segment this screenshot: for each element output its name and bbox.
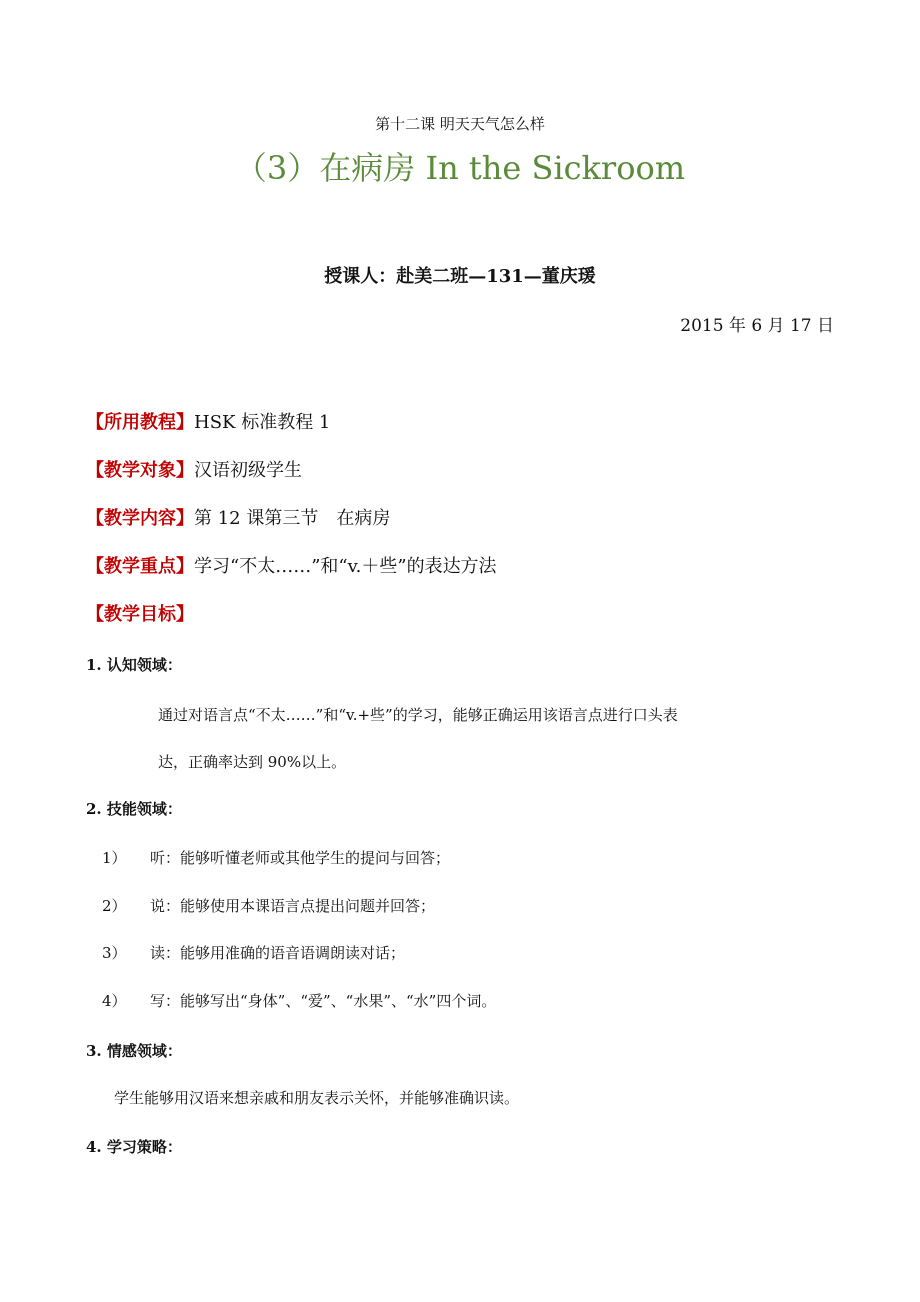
section-heading-skills: 2. 技能领域： <box>86 800 182 818</box>
affective-text: 学生能够用汉语来想亲戚和朋友表示关怀，并能够准确识读。 <box>114 1089 520 1107</box>
item-text: 说：能够使用本课语言点提出问题并回答； <box>150 897 436 915</box>
field-label: 【教学重点】 <box>86 556 194 577</box>
field-label: 【所用教程】 <box>86 412 194 433</box>
cognitive-text-line1: 通过对语言点“不太……”和“v.+些”的学习，能够正确运用该语言点进行口头表 <box>158 706 678 724</box>
field-audience <box>86 458 302 484</box>
item-number: 1） <box>102 849 127 867</box>
teacher-line: 授课人：赴美二班—131—董庆瑗 <box>324 266 596 287</box>
lesson-date: 2015 年 6 月 17 日 <box>680 316 834 336</box>
section-heading-strategy: 4. 学习策略： <box>86 1138 182 1156</box>
skill-item-writing <box>102 990 496 1012</box>
skill-item-listening <box>102 847 450 869</box>
skill-item-speaking <box>102 895 435 917</box>
field-label: 【教学内容】 <box>86 508 194 529</box>
section-heading-cognitive: 1. 认知领域： <box>86 656 182 674</box>
item-number: 2） <box>102 897 127 915</box>
field-value: HSK 标准教程 1 <box>194 412 331 433</box>
skill-item-reading <box>102 942 405 964</box>
item-number: 4） <box>102 992 127 1010</box>
field-key-points <box>86 554 497 580</box>
item-number: 3） <box>102 944 127 962</box>
field-content <box>86 506 390 532</box>
section-heading-affective: 3. 情感领域： <box>86 1042 182 1060</box>
field-value: 学习“不太……”和“v.＋些”的表达方法 <box>194 556 497 577</box>
item-text: 听：能够听懂老师或其他学生的提问与回答； <box>150 849 451 867</box>
item-text: 写：能够写出“身体”、“爱”、“水果”、“水”四个词。 <box>150 992 497 1010</box>
lesson-title: （3）在病房 In the Sickroom <box>234 149 686 187</box>
item-text: 读：能够用准确的语音语调朗读对话； <box>150 944 406 962</box>
field-value: 第 12 课第三节 在病房 <box>194 508 391 529</box>
cognitive-text-line2: 达，正确率达到 90%以上。 <box>158 753 347 771</box>
lesson-subtitle: 第十二课 明天天气怎么样 <box>375 115 545 133</box>
field-value: 汉语初级学生 <box>194 460 302 481</box>
field-textbook <box>86 410 330 436</box>
field-label: 【教学目标】 <box>86 604 194 625</box>
field-objectives <box>86 602 194 628</box>
field-label: 【教学对象】 <box>86 460 194 481</box>
